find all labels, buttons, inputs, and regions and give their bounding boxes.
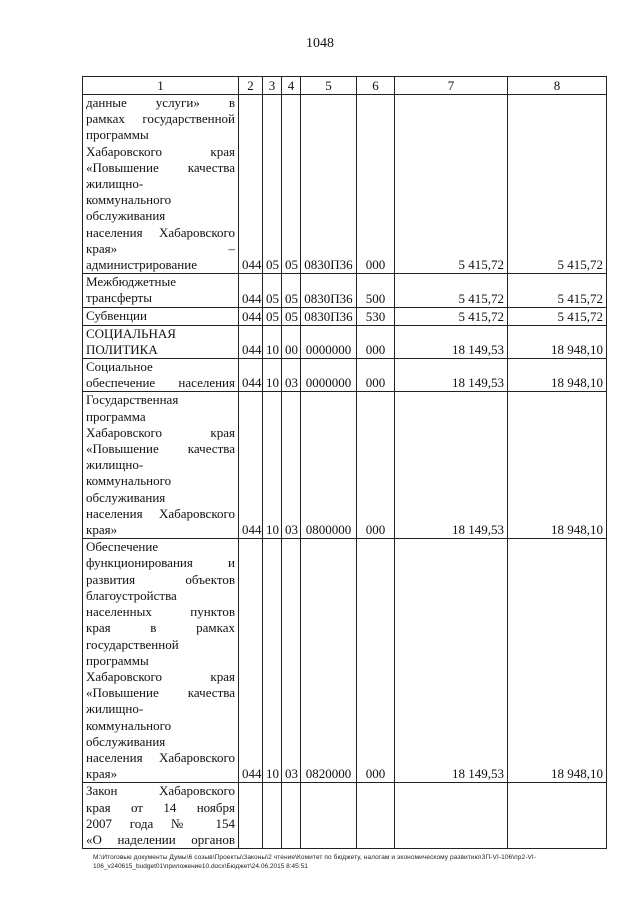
description-line: жилищно- [86, 176, 144, 192]
section-code: 05 [263, 307, 282, 325]
description-line: «Повышение качества [86, 159, 235, 175]
page-number: 1048 [306, 36, 334, 51]
description-line: развития объектов [86, 571, 235, 587]
chapter-code: 044 [239, 392, 263, 539]
footer-line: 106_v240615_budget01\приложение10.docx\Бюджет\24.06.2015 8:45:51 [93, 863, 308, 870]
expense-type-code: 000 [357, 325, 395, 358]
description-line: 2007 года № 154 [86, 815, 235, 831]
subsection-code: 05 [282, 307, 301, 325]
target-article-code [301, 783, 357, 849]
description-line: «Повышение качества [86, 685, 235, 701]
description-line: ПОЛИТИКА [86, 341, 158, 357]
row-description [83, 359, 239, 392]
subsection-code: 03 [282, 539, 301, 783]
amount-year-1: 18 149,53 [395, 539, 508, 783]
description-line: Хабаровского края [86, 424, 235, 440]
description-line: Закон Хабаровского [86, 783, 235, 799]
subsection-code: 05 [282, 274, 301, 307]
chapter-code: 044 [239, 359, 263, 392]
description-line: обеспечение населения [86, 375, 235, 391]
description-line: обслуживания [86, 208, 166, 224]
description-line: коммунального [86, 192, 172, 208]
expense-type-code: 000 [357, 392, 395, 539]
target-article-code: 0830П36 [301, 95, 357, 274]
expense-type-code [357, 783, 395, 849]
description-line: программы [86, 127, 149, 143]
description-line: программа [86, 408, 146, 424]
column-header: 3 [263, 77, 282, 95]
amount-year-2: 5 415,72 [508, 274, 607, 307]
amount-year-1: 18 149,53 [395, 325, 508, 358]
description-line: функционирования и [86, 555, 235, 571]
target-article-code: 0000000 [301, 325, 357, 358]
expense-type-code: 000 [357, 359, 395, 392]
file-path-footer [93, 853, 613, 871]
description-line: трансферты [86, 290, 152, 306]
column-header: 4 [282, 77, 301, 95]
description-line: Хабаровского края [86, 143, 235, 159]
table-row [83, 392, 607, 539]
description-line: населения Хабаровского [86, 224, 235, 240]
table-header-row [83, 77, 607, 95]
section-code: 10 [263, 539, 282, 783]
amount-year-2: 18 948,10 [508, 392, 607, 539]
amount-year-2: 5 415,72 [508, 307, 607, 325]
subsection-code: 03 [282, 359, 301, 392]
expense-type-code: 530 [357, 307, 395, 325]
description-line: Субвенции [86, 308, 147, 324]
description-line: Социальное [86, 359, 153, 375]
chapter-code [239, 783, 263, 849]
description-line: благоустройства [86, 587, 177, 603]
chapter-code: 044 [239, 325, 263, 358]
amount-year-1 [395, 783, 508, 849]
amount-year-1: 5 415,72 [395, 274, 508, 307]
table-row [83, 539, 607, 783]
amount-year-2 [508, 783, 607, 849]
description-line: края в рамках [86, 620, 235, 636]
row-description [83, 274, 239, 307]
target-article-code: 0000000 [301, 359, 357, 392]
table-row [83, 95, 607, 274]
description-line: Хабаровского края [86, 668, 235, 684]
subsection-code [282, 783, 301, 849]
description-line: края от 14 ноября [86, 799, 235, 815]
description-line: обслуживания [86, 733, 166, 749]
column-header: 8 [508, 77, 607, 95]
description-line: обслуживания [86, 489, 166, 505]
amount-year-2: 18 948,10 [508, 325, 607, 358]
description-line: «О наделении органов [86, 831, 235, 847]
target-article-code: 0830П36 [301, 307, 357, 325]
table-row [83, 359, 607, 392]
expense-type-code: 000 [357, 539, 395, 783]
expense-type-code: 000 [357, 95, 395, 274]
description-line: населения Хабаровского [86, 749, 235, 765]
amount-year-2: 18 948,10 [508, 539, 607, 783]
description-line: СОЦИАЛЬНАЯ [86, 325, 176, 341]
row-description [83, 783, 239, 849]
column-header: 7 [395, 77, 508, 95]
description-line: Межбюджетные [86, 274, 176, 290]
description-line: края» [86, 766, 118, 782]
section-code: 05 [263, 274, 282, 307]
table-row [83, 783, 607, 849]
amount-year-1: 18 149,53 [395, 359, 508, 392]
row-description [83, 325, 239, 358]
expense-type-code: 500 [357, 274, 395, 307]
amount-year-2: 18 948,10 [508, 359, 607, 392]
row-description [83, 392, 239, 539]
row-description [83, 95, 239, 274]
description-line: жилищно- [86, 701, 144, 717]
description-line: администрирование [86, 257, 197, 273]
subsection-code: 05 [282, 95, 301, 274]
section-code: 10 [263, 325, 282, 358]
description-line: жилищно- [86, 457, 144, 473]
description-line: рамках государственной [86, 111, 235, 127]
section-code [263, 783, 282, 849]
subsection-code: 00 [282, 325, 301, 358]
description-line: программы [86, 652, 149, 668]
table-row [83, 307, 607, 325]
column-header: 2 [239, 77, 263, 95]
description-line: населения Хабаровского [86, 505, 235, 521]
description-line: государственной [86, 636, 179, 652]
footer-line: M:\Итоговые документы Думы\6 созыв\Проекты\Законы\2 чтение\Комитет по бюджету, налогам и экономическому развитию\ЗП-VI-106\пр2-VI- [93, 854, 537, 861]
description-line: Государственная [86, 392, 179, 408]
column-header: 1 [83, 77, 239, 95]
description-line: «Повышение качества [86, 441, 235, 457]
amount-year-1: 5 415,72 [395, 95, 508, 274]
section-code: 10 [263, 359, 282, 392]
section-code: 05 [263, 95, 282, 274]
description-line: края» – [86, 240, 235, 256]
budget-table [82, 76, 607, 849]
description-line: коммунального [86, 717, 172, 733]
description-line: коммунального [86, 473, 172, 489]
chapter-code: 044 [239, 274, 263, 307]
column-header: 5 [301, 77, 357, 95]
column-header: 6 [357, 77, 395, 95]
amount-year-1: 5 415,72 [395, 307, 508, 325]
section-code: 10 [263, 392, 282, 539]
subsection-code: 03 [282, 392, 301, 539]
description-line: края» [86, 522, 118, 538]
table-row [83, 274, 607, 307]
table-row [83, 325, 607, 358]
description-line: населенных пунктов [86, 604, 235, 620]
target-article-code: 0830П36 [301, 274, 357, 307]
target-article-code: 0800000 [301, 392, 357, 539]
row-description [83, 307, 239, 325]
chapter-code: 044 [239, 95, 263, 274]
row-description [83, 539, 239, 783]
description-line: данные услуги» в [86, 95, 235, 110]
amount-year-2: 5 415,72 [508, 95, 607, 274]
amount-year-1: 18 149,53 [395, 392, 508, 539]
chapter-code: 044 [239, 539, 263, 783]
chapter-code: 044 [239, 307, 263, 325]
description-line: Обеспечение [86, 539, 159, 555]
target-article-code: 0820000 [301, 539, 357, 783]
